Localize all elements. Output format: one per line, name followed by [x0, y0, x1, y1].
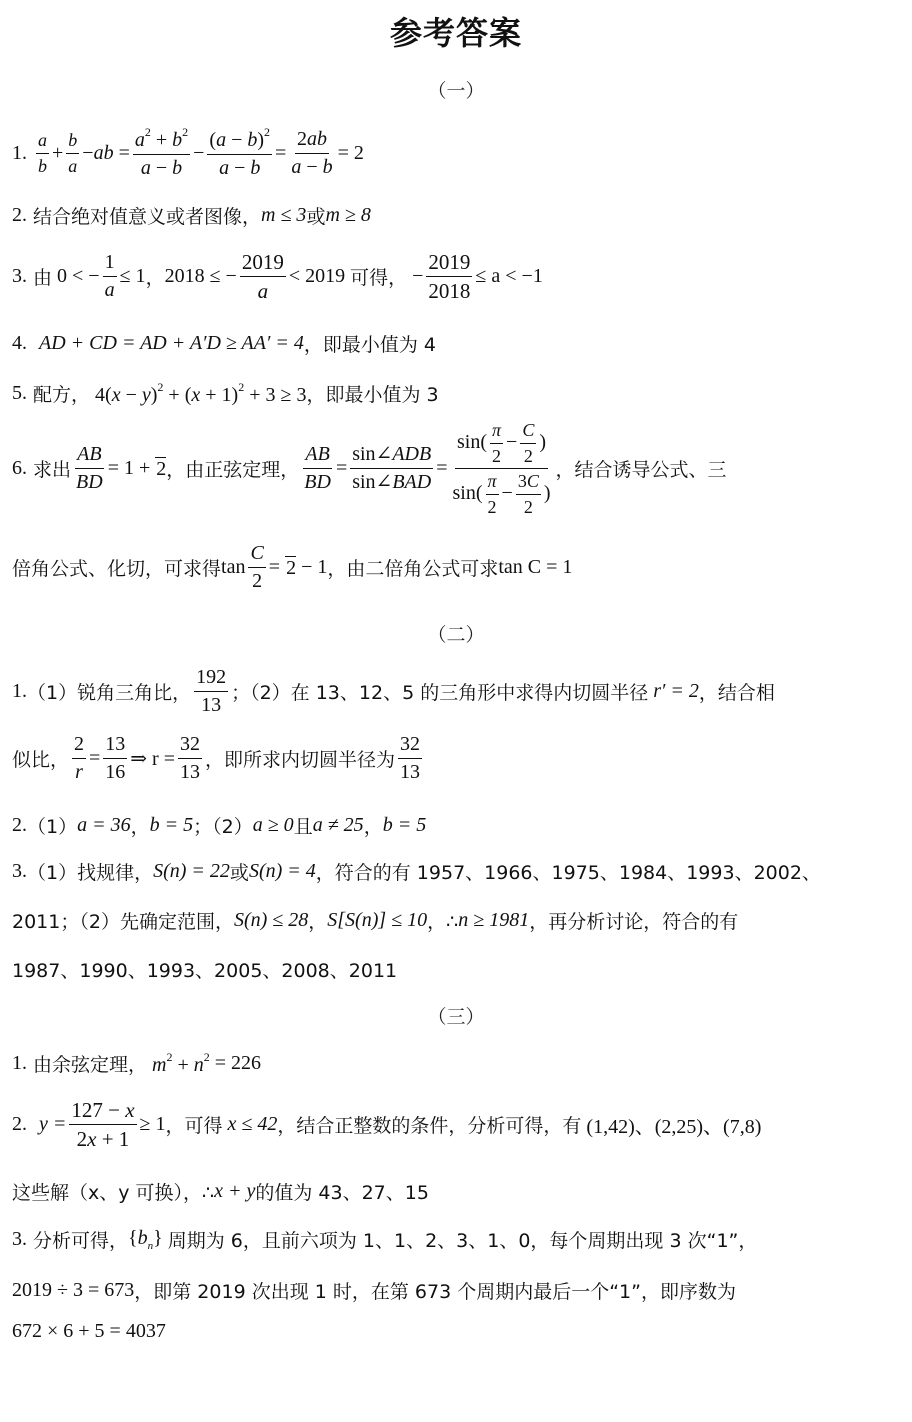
section-heading-3: （三） [427, 1007, 485, 1028]
answer-1-3: 3. 由 0 < − $\frac{1}{a}$ ≤ 1 ， 2018 ≤ − $\frac{2019}{a}$ < 2019 可得， − $\frac{2019}{2018}$ ≤ a < −1 [12, 250, 543, 304]
fraction: $\frac{2019}{2018}$ [428, 250, 471, 304]
answer-1-5: 5. 配方， $4(x - y)^2 + (x + 1)^2 + 3 \ge 3$ ，即最小值为 3 [12, 380, 439, 406]
answer-1-6: 6. 求出 $\frac{AB}{BD}$ = 1 + 2 ，由正弦定理， $\frac{AB}{BD}$ = $\frac{\text{sin∠ADB}}{\text{sin∠BAD}}$ = sin( $\frac{\pi}{2}$ − $\frac{C}{2}$ ) sin( $\frac{\pi}{2}$ − $\frac{3C}{2}$ ) ，结合诱导公式、三 [12, 420, 727, 518]
answer-2-1: 1. （1）锐角三角比， $\frac{192}{13}$ ；（2）在 13、12、5 的三角形中求得内切圆半径 r′ = 2 ，结合相 [12, 666, 775, 716]
answer-1-4: 4. AD + CD = AD + A′D ≥ AA′ = 4 ，即最小值为 4 [12, 332, 436, 356]
fraction: $\frac{a}{b}$ [38, 129, 47, 176]
fraction: $\frac{C}{2}$ [250, 542, 264, 592]
fraction: $\frac{AB}{BD}$ [304, 443, 331, 494]
answer-3-2-cont: 这些解（x、y 可换），∴ x + y 的值为 43、27、15 [12, 1180, 429, 1204]
answer-1-6-cont: 倍角公式、化切，可求得 tan $\frac{C}{2}$ = 2 − 1 ，由二倍角公式可求 tan C = 1 [12, 542, 573, 592]
answer-3-3-cont2: 672 × 6 + 5 = 4037 [12, 1320, 166, 1342]
fraction: $\frac{2ab}{a - b}$ [291, 127, 333, 178]
answer-2-3-cont: 2011；（2）先确定范围， S(n) ≤ 28 ， S[S(n)] ≤ 10 ，∴ n ≥ 1981 ，再分析讨论，符合的有 [12, 909, 739, 933]
answer-3-3-cont: 2019 ÷ 3 = 673 ，即第 2019 次出现 1 时，在第 673 个周期内最后一个“1”，即序数为 [12, 1279, 736, 1303]
fraction: $\frac{\text{sin∠ADB}}{\text{sin∠BAD}}$ [352, 443, 432, 494]
fraction: $\frac{b}{a}$ [68, 129, 78, 176]
answer-3-3: 3. 分析可得， $\{b_n\}$ 周期为 6，且前六项为 1、1、2、3、1、0，每个周期出现 3 次“1”， [12, 1227, 758, 1252]
section-heading-2: （二） [427, 625, 485, 646]
fraction: $\frac{1}{a}$ [104, 251, 115, 302]
fraction: $\frac{a^2 + b^2}{a - b}$ [134, 125, 189, 179]
fraction: $\frac{AB}{BD}$ [76, 443, 103, 494]
page-title: 参考答案 [389, 14, 522, 52]
fraction: $\frac{13}{16}$ [105, 733, 126, 783]
fraction: $\frac{192}{13}$ [196, 666, 227, 716]
fraction: $\frac{2}{r}$ [74, 733, 85, 783]
fraction: $\frac{127 - x}{2x + 1}$ [71, 1098, 135, 1152]
answer-3-1: 1. 由余弦定理， $m^2 + n^2$ = 226 [12, 1050, 262, 1076]
sqrt: 2 [156, 457, 167, 480]
fraction: $\frac{2019}{a}$ [241, 250, 284, 304]
fraction: sin( $\frac{\pi}{2}$ − $\frac{C}{2}$ ) sin( $\frac{\pi}{2}$ − $\frac{3C}{2}$ ) [452, 420, 551, 518]
answer-1-2: 2. 结合绝对值意义或者图像， m ≤ 3 或 m ≥ 8 [12, 204, 371, 228]
fraction: $\frac{(a - b)^2}{a - b}$ [209, 125, 271, 179]
sqrt: 2 [286, 556, 297, 579]
fraction: $\frac{32}{13}$ [180, 733, 200, 783]
answer-2-3-cont2: 1987、1990、1993、2005、2008、2011 [12, 960, 398, 982]
section-heading-1: （一） [427, 81, 485, 102]
answer-1-1: 1. $\frac{a}{b}$ + $\frac{b}{a}$ − ab = $\frac{a^2 + b^2}{a - b}$ − $\frac{(a - b)^2}{a - b}$ = $\frac{2ab}{a - b}$ = 2 [12, 125, 364, 179]
answer-2-2: 2. （1） a = 36 ， b = 5 ；（2） a ≥ 0 且 a ≠ 25 ， b = 5 [12, 814, 427, 838]
fraction: $\frac{32}{13}$ [400, 733, 421, 783]
answer-2-3: 3. （1）找规律， S(n) = 22 或 S(n) = 4 ，符合的有 1957、1966、1975、1984、1993、2002、 [12, 860, 821, 884]
answer-2-1-cont: 似比， $\frac{2}{r}$ = $\frac{13}{16}$ ⇒ r = $\frac{32}{13}$ ，即所求内切圆半径为 $\frac{32}{13}$ [12, 733, 421, 783]
answer-3-2: 2. y = $\frac{127 - x}{2x + 1}$ ≥ 1 ，可得 x ≤ 42 ，结合正整数的条件，分析可得，有 (1,42)、(2,25)、(7,8) [12, 1098, 762, 1152]
item-number: 1. [12, 141, 27, 164]
